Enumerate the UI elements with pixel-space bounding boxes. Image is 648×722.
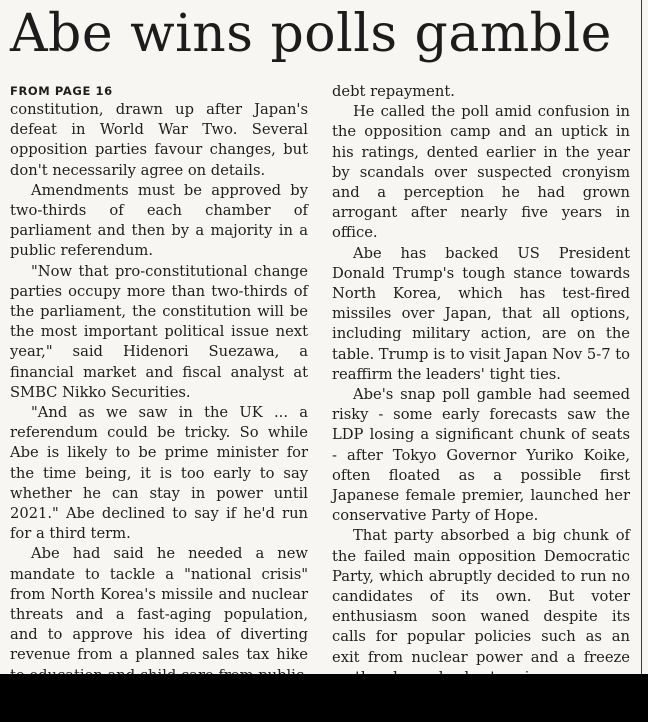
right-column <box>332 82 630 688</box>
headline: Abe wins polls gamble <box>10 4 612 64</box>
left-column <box>10 82 308 686</box>
article-paragraph: That party absorbed a big chunk of the failed main opposition Democratic Party, which abruptly decided to run no candidates of its own. But voter enthusiasm soon waned despite its calls for popular policies such as an exit from nuclear power and a freeze <box>332 527 630 666</box>
article-paragraph: "And as we saw in the UK ... a referendum could be tricky. So while Abe is likely to be prime minister for the time being, it is too early to say whether he can stay in power until 2021." Abe declined to say if he'd run for a third term. <box>10 404 308 543</box>
column-rule <box>641 0 642 674</box>
article-paragraph: Abe has backed US President Donald Trump's tough stance towards North Korea, which has test-fired missiles over Japan, that all options, including military action, are on the table. Trump is to visit Japan Nov 5-7 to reaffirm the leaders' tight ties. <box>332 244 630 383</box>
article-paragraph: "Now that pro-constitutional change parties occupy more than two-thirds of the parliament, the constitution will be the most important political issue next year," said Hidenori Suezawa, a financial market and fiscal analyst at SMBC Nikko Securities. <box>10 262 308 401</box>
article-paragraph: Abe had said he needed a new mandate to tackle a "national crisis" from North Korea's missile and nuclear threats and a fast-aging population, and to approve his idea of diverting revenue from a planned sales tax hike <box>10 545 308 664</box>
article-paragraph: Abe's snap poll gamble had seemed risky - some early forecasts saw the LDP losing a significant chunk of seats - after Tokyo Governor Yuriko Koike, often floated as a possible first Japanese female premier, launched her conservative Party of Hope. <box>332 386 630 525</box>
continuation-kicker: FROM PAGE 16 <box>10 84 113 98</box>
black-border <box>0 674 648 722</box>
article-paragraph: Amendments must be approved by two-thirds of each chamber of parliament and then by a majority in a public referendum. <box>10 181 308 260</box>
article-paragraph: debt repayment. <box>332 83 455 100</box>
article-paragraph: constitution, drawn up after Japan's defeat in World War Two. Several opposition parties favour changes, but don't necessarily agree on details. <box>10 101 308 179</box>
article-paragraph: He called the poll amid confusion in the opposition camp and an uptick in his ratings, dented earlier in the year by scandals over suspected cronyism and a perception he had grown arrogant after nearly five years in office. <box>332 103 630 242</box>
